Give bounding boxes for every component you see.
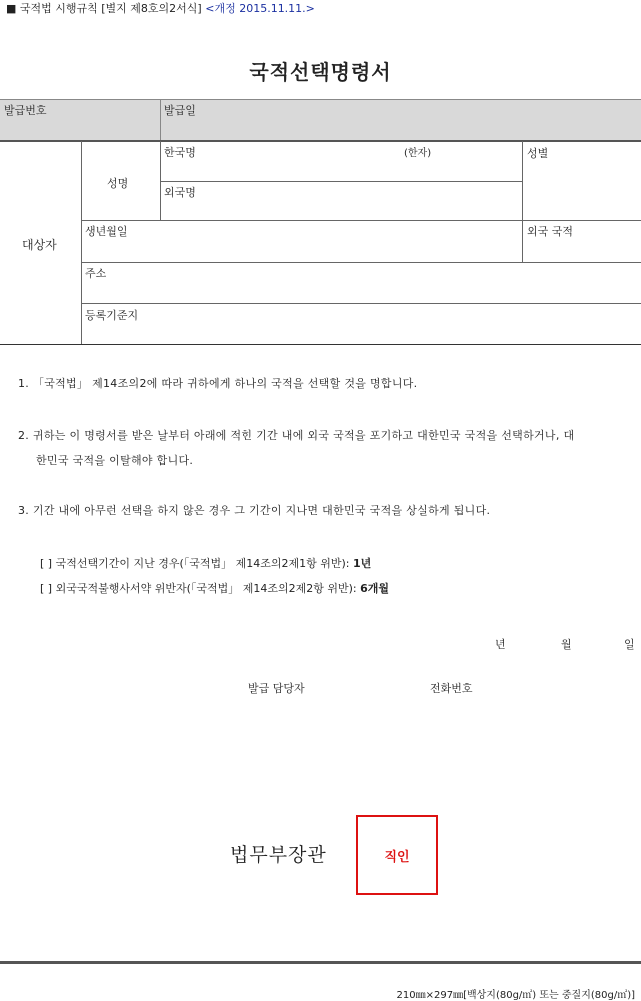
issue-info-bar — [0, 99, 641, 142]
document-title: 국적선택명령서 — [249, 60, 392, 84]
seal-label: 직인 — [384, 849, 410, 865]
foreign-nationality-label: 외국 국적 — [527, 225, 574, 238]
hanja-label: (한자) — [404, 148, 432, 159]
sex-label: 성별 — [527, 147, 549, 160]
issue-number-label: 발급번호 — [4, 104, 47, 117]
option-period: 1년 — [353, 557, 372, 570]
issuing-authority: 법무부장관 — [230, 844, 327, 866]
name-label: 성명 — [107, 177, 129, 190]
option-item — [40, 555, 371, 571]
form-reference — [6, 0, 315, 16]
issue-divider — [160, 100, 161, 140]
registry-row-top — [81, 303, 641, 304]
registry-label: 등록기준지 — [85, 309, 139, 322]
official-seal — [356, 815, 438, 895]
foreign-name-label: 외국명 — [164, 186, 196, 199]
revision-text: <개정 2015.11.11.> — [205, 2, 315, 15]
paragraph-3: 3. 기간 내에 아무런 선택을 하지 않은 경우 그 기간이 지나면 대한민국 국적을 상실하게 됩니다. — [18, 504, 491, 517]
option-checkbox[interactable]: [ ] — [40, 557, 53, 570]
date-year-label: 년 — [495, 638, 506, 651]
date-month-label: 월 — [561, 638, 572, 651]
option-text: 국적선택기간이 지난 경우(「국적법」 제14조의2제1항 위반): — [55, 557, 350, 570]
option-text: 외국국적불행사서약 위반자(「국적법」 제14조의2제2항 위반): — [55, 582, 357, 595]
korean-name-label: 한국명 — [164, 146, 196, 159]
paragraph-2-cont: 한민국 국적을 이탈해야 합니다. — [36, 454, 194, 467]
paragraph-2: 2. 귀하는 이 명령서를 받은 날부터 아래에 적힌 기간 내에 외국 국적을 포기하고 대한민국 국적을 선택하거나, 대 — [18, 429, 575, 442]
form-ref-text: ■ 국적법 시행규칙 [별지 제8호의2서식] — [6, 2, 202, 15]
date-day-label: 일 — [624, 638, 635, 651]
birth-row-top — [81, 220, 641, 221]
address-row-top — [81, 262, 641, 263]
issuing-officer-label: 발급 담당자 — [248, 682, 305, 695]
name-row-divider — [160, 181, 522, 182]
option-item — [40, 580, 389, 596]
phone-number-label: 전화번호 — [430, 682, 473, 695]
bottom-rule — [0, 961, 641, 964]
sex-col-divider — [522, 141, 523, 220]
table-bottom-border — [0, 344, 641, 345]
target-col-divider — [81, 141, 82, 344]
target-section-label: 대상자 — [22, 238, 57, 252]
paper-spec: 210㎜×297㎜[백상지(80g/㎡) 또는 중질지(80g/㎡)] — [396, 990, 635, 1001]
address-label: 주소 — [85, 267, 107, 280]
issue-date-label: 발급일 — [164, 104, 196, 117]
option-period: 6개월 — [360, 582, 390, 595]
paragraph-1: 1. 「국적법」 제14조의2에 따라 귀하에게 하나의 국적을 선택할 것을 명합니다. — [18, 377, 418, 390]
option-checkbox[interactable]: [ ] — [40, 582, 53, 595]
nationality-col-divider — [522, 220, 523, 262]
birth-date-label: 생년월일 — [85, 225, 128, 238]
